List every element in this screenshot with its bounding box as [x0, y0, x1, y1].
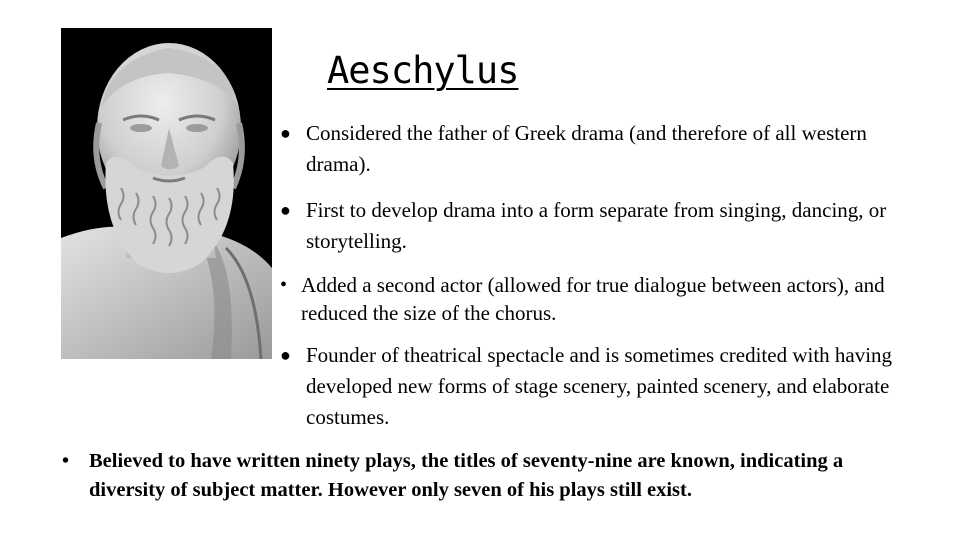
bullet-marker: •	[62, 450, 70, 472]
bullet-text: Founder of theatrical spectacle and is sometimes credited with having developed new forms of stage scenery, painted scenery, and elaborate costumes.	[306, 343, 893, 429]
bullet-ninety-plays	[62, 447, 922, 505]
aeschylus-bust-image	[61, 28, 272, 359]
bullet-marker: ●	[280, 345, 291, 365]
bullet-text: Added a second actor (allowed for true dialogue between actors), and reduced the size of the chorus.	[301, 273, 885, 325]
bullet-text: Considered the father of Greek drama (and therefore of all western drama).	[306, 121, 867, 176]
bullet-theatrical-spectacle	[280, 340, 940, 433]
bullet-marker: ●	[280, 200, 291, 220]
bullet-marker: •	[280, 274, 288, 296]
bullet-text: Believed to have written ninety plays, the titles of seventy-nine are known, indicating a diversity of subject matter. However only seven of his plays still exist.	[89, 450, 844, 501]
bullet-text: First to develop drama into a form separate from singing, dancing, or storytelling.	[306, 198, 887, 253]
slide-title: Aeschylus	[327, 49, 519, 92]
bullet-second-actor	[280, 271, 920, 327]
bullet-marker: ●	[280, 123, 291, 143]
bullet-father-of-drama	[280, 118, 920, 180]
bullet-separate-form	[280, 195, 920, 257]
